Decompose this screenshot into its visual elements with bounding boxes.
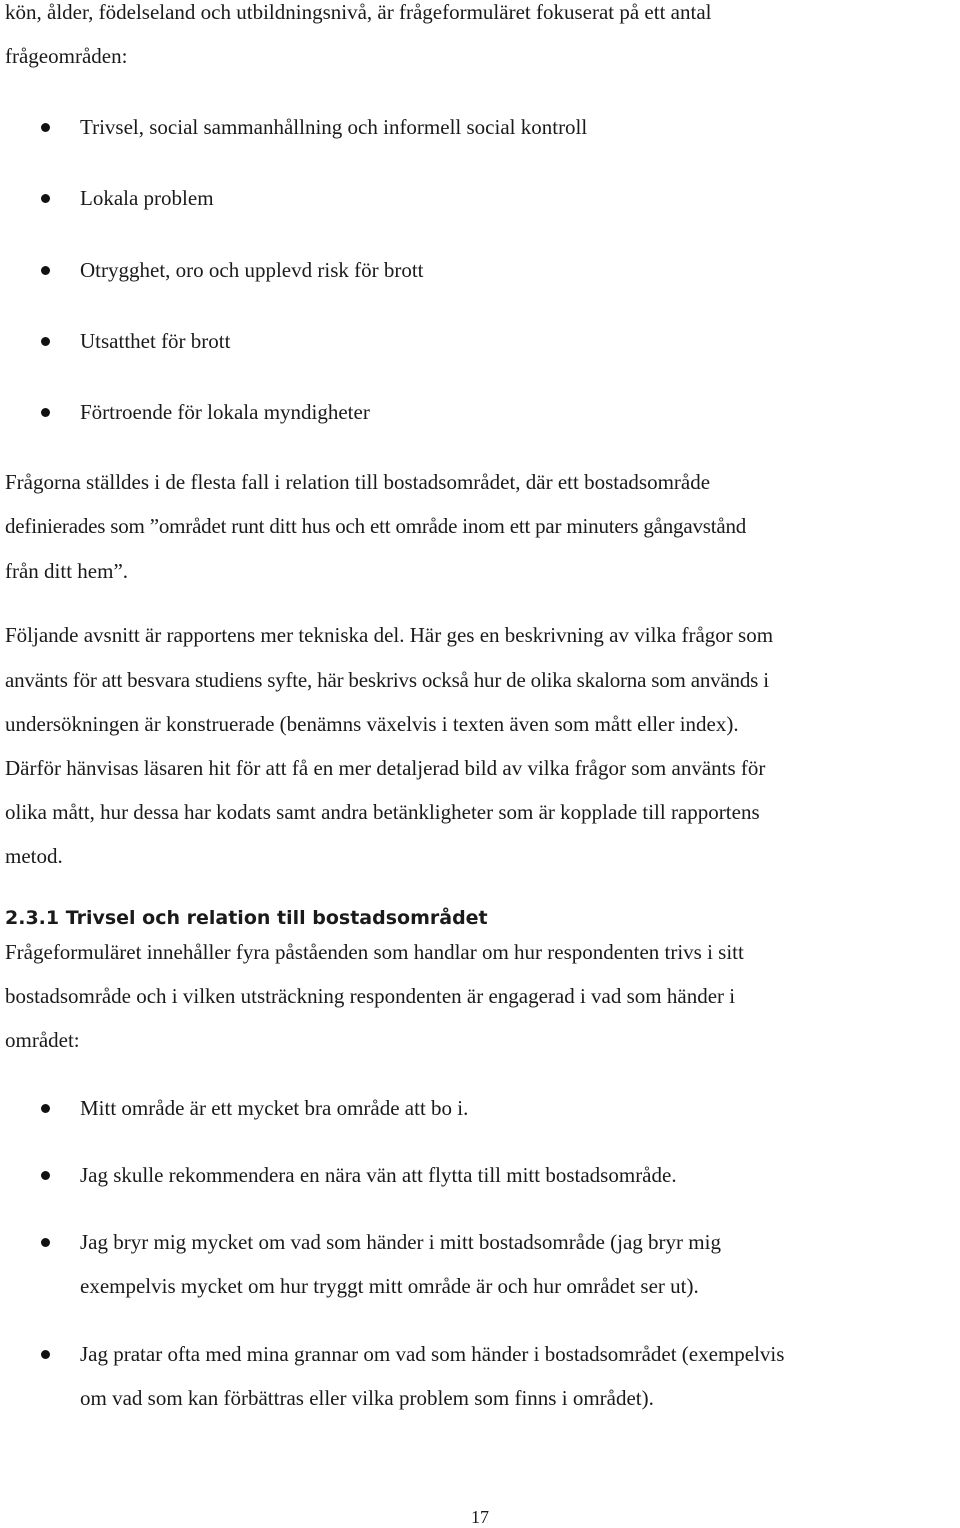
list-item-text: Förtroende för lokala myndigheter bbox=[80, 400, 370, 424]
paragraph-line: Frågeformuläret innehåller fyra påståenden som handlar om hur respondenten trivs i sitt bbox=[5, 940, 744, 964]
list-item-text: om vad som kan förbättras eller vilka problem som finns i området). bbox=[80, 1386, 654, 1410]
bullet-icon bbox=[41, 1171, 50, 1180]
list-item-text: Utsatthet för brott bbox=[80, 329, 231, 353]
page-number: 17 bbox=[471, 1507, 489, 1527]
list-item-text: Jag pratar ofta med mina grannar om vad som händer i bostadsområdet (exempelvis bbox=[80, 1342, 785, 1366]
bullet-icon bbox=[41, 408, 50, 417]
paragraph-line: Följande avsnitt är rapportens mer tekniska del. Här ges en beskrivning av vilka frågor som bbox=[5, 623, 774, 647]
bullet-icon bbox=[41, 337, 50, 346]
paragraph-line: Frågorna ställdes i de flesta fall i relation till bostadsområdet, där ett bostadsområde bbox=[5, 470, 711, 494]
bullet-icon bbox=[41, 266, 50, 275]
paragraph-line: området: bbox=[5, 1028, 80, 1052]
paragraph-line: undersökningen är konstruerade (benämns växelvis i texten även som mått eller index). bbox=[5, 712, 739, 736]
paragraph-line: från ditt hem”. bbox=[5, 559, 129, 583]
section-heading: 2.3.1 Trivsel och relation till bostadsområdet bbox=[5, 907, 488, 929]
bullet-icon bbox=[41, 1104, 50, 1113]
list-item-text: Trivsel, social sammanhållning och informell social kontroll bbox=[80, 115, 588, 139]
paragraph-line: olika mått, hur dessa har kodats samt andra betänkligheter som är kopplade till rapportens bbox=[5, 800, 760, 824]
list-item-text: Otrygghet, oro och upplevd risk för brott bbox=[80, 258, 424, 282]
paragraph-line: metod. bbox=[5, 844, 63, 868]
bullet-icon bbox=[41, 1238, 50, 1247]
list-item-text: exempelvis mycket om hur tryggt mitt område är och hur området ser ut). bbox=[80, 1274, 699, 1298]
paragraph-line: Därför hänvisas läsaren hit för att få en mer detaljerad bild av vilka frågor som använts för bbox=[5, 756, 766, 780]
paragraph-line: bostadsområde och i vilken utsträckning respondenten är engagerad i vad som händer i bbox=[5, 984, 736, 1008]
list-item-text: Lokala problem bbox=[80, 186, 214, 210]
list-item-text: Mitt område är ett mycket bra område att bo i. bbox=[80, 1096, 469, 1120]
list-item-text: Jag skulle rekommendera en nära vän att flytta till mitt bostadsområde. bbox=[80, 1163, 677, 1187]
intro-line: frågeområden: bbox=[5, 44, 128, 68]
bullet-icon bbox=[41, 194, 50, 203]
bullet-icon bbox=[41, 1350, 50, 1359]
paragraph-line: definierades som ”området runt ditt hus och ett område inom ett par minuters gångavstånd bbox=[5, 514, 747, 538]
list-item-text: Jag bryr mig mycket om vad som händer i mitt bostadsområde (jag bryr mig bbox=[80, 1230, 721, 1254]
bullet-icon bbox=[41, 123, 50, 132]
intro-line: kön, ålder, födelseland och utbildningsnivå, är frågeformuläret fokuserat på ett antal bbox=[5, 0, 712, 24]
paragraph-line: använts för att besvara studiens syfte, här beskrivs också hur de olika skalorna som används i bbox=[5, 668, 769, 692]
